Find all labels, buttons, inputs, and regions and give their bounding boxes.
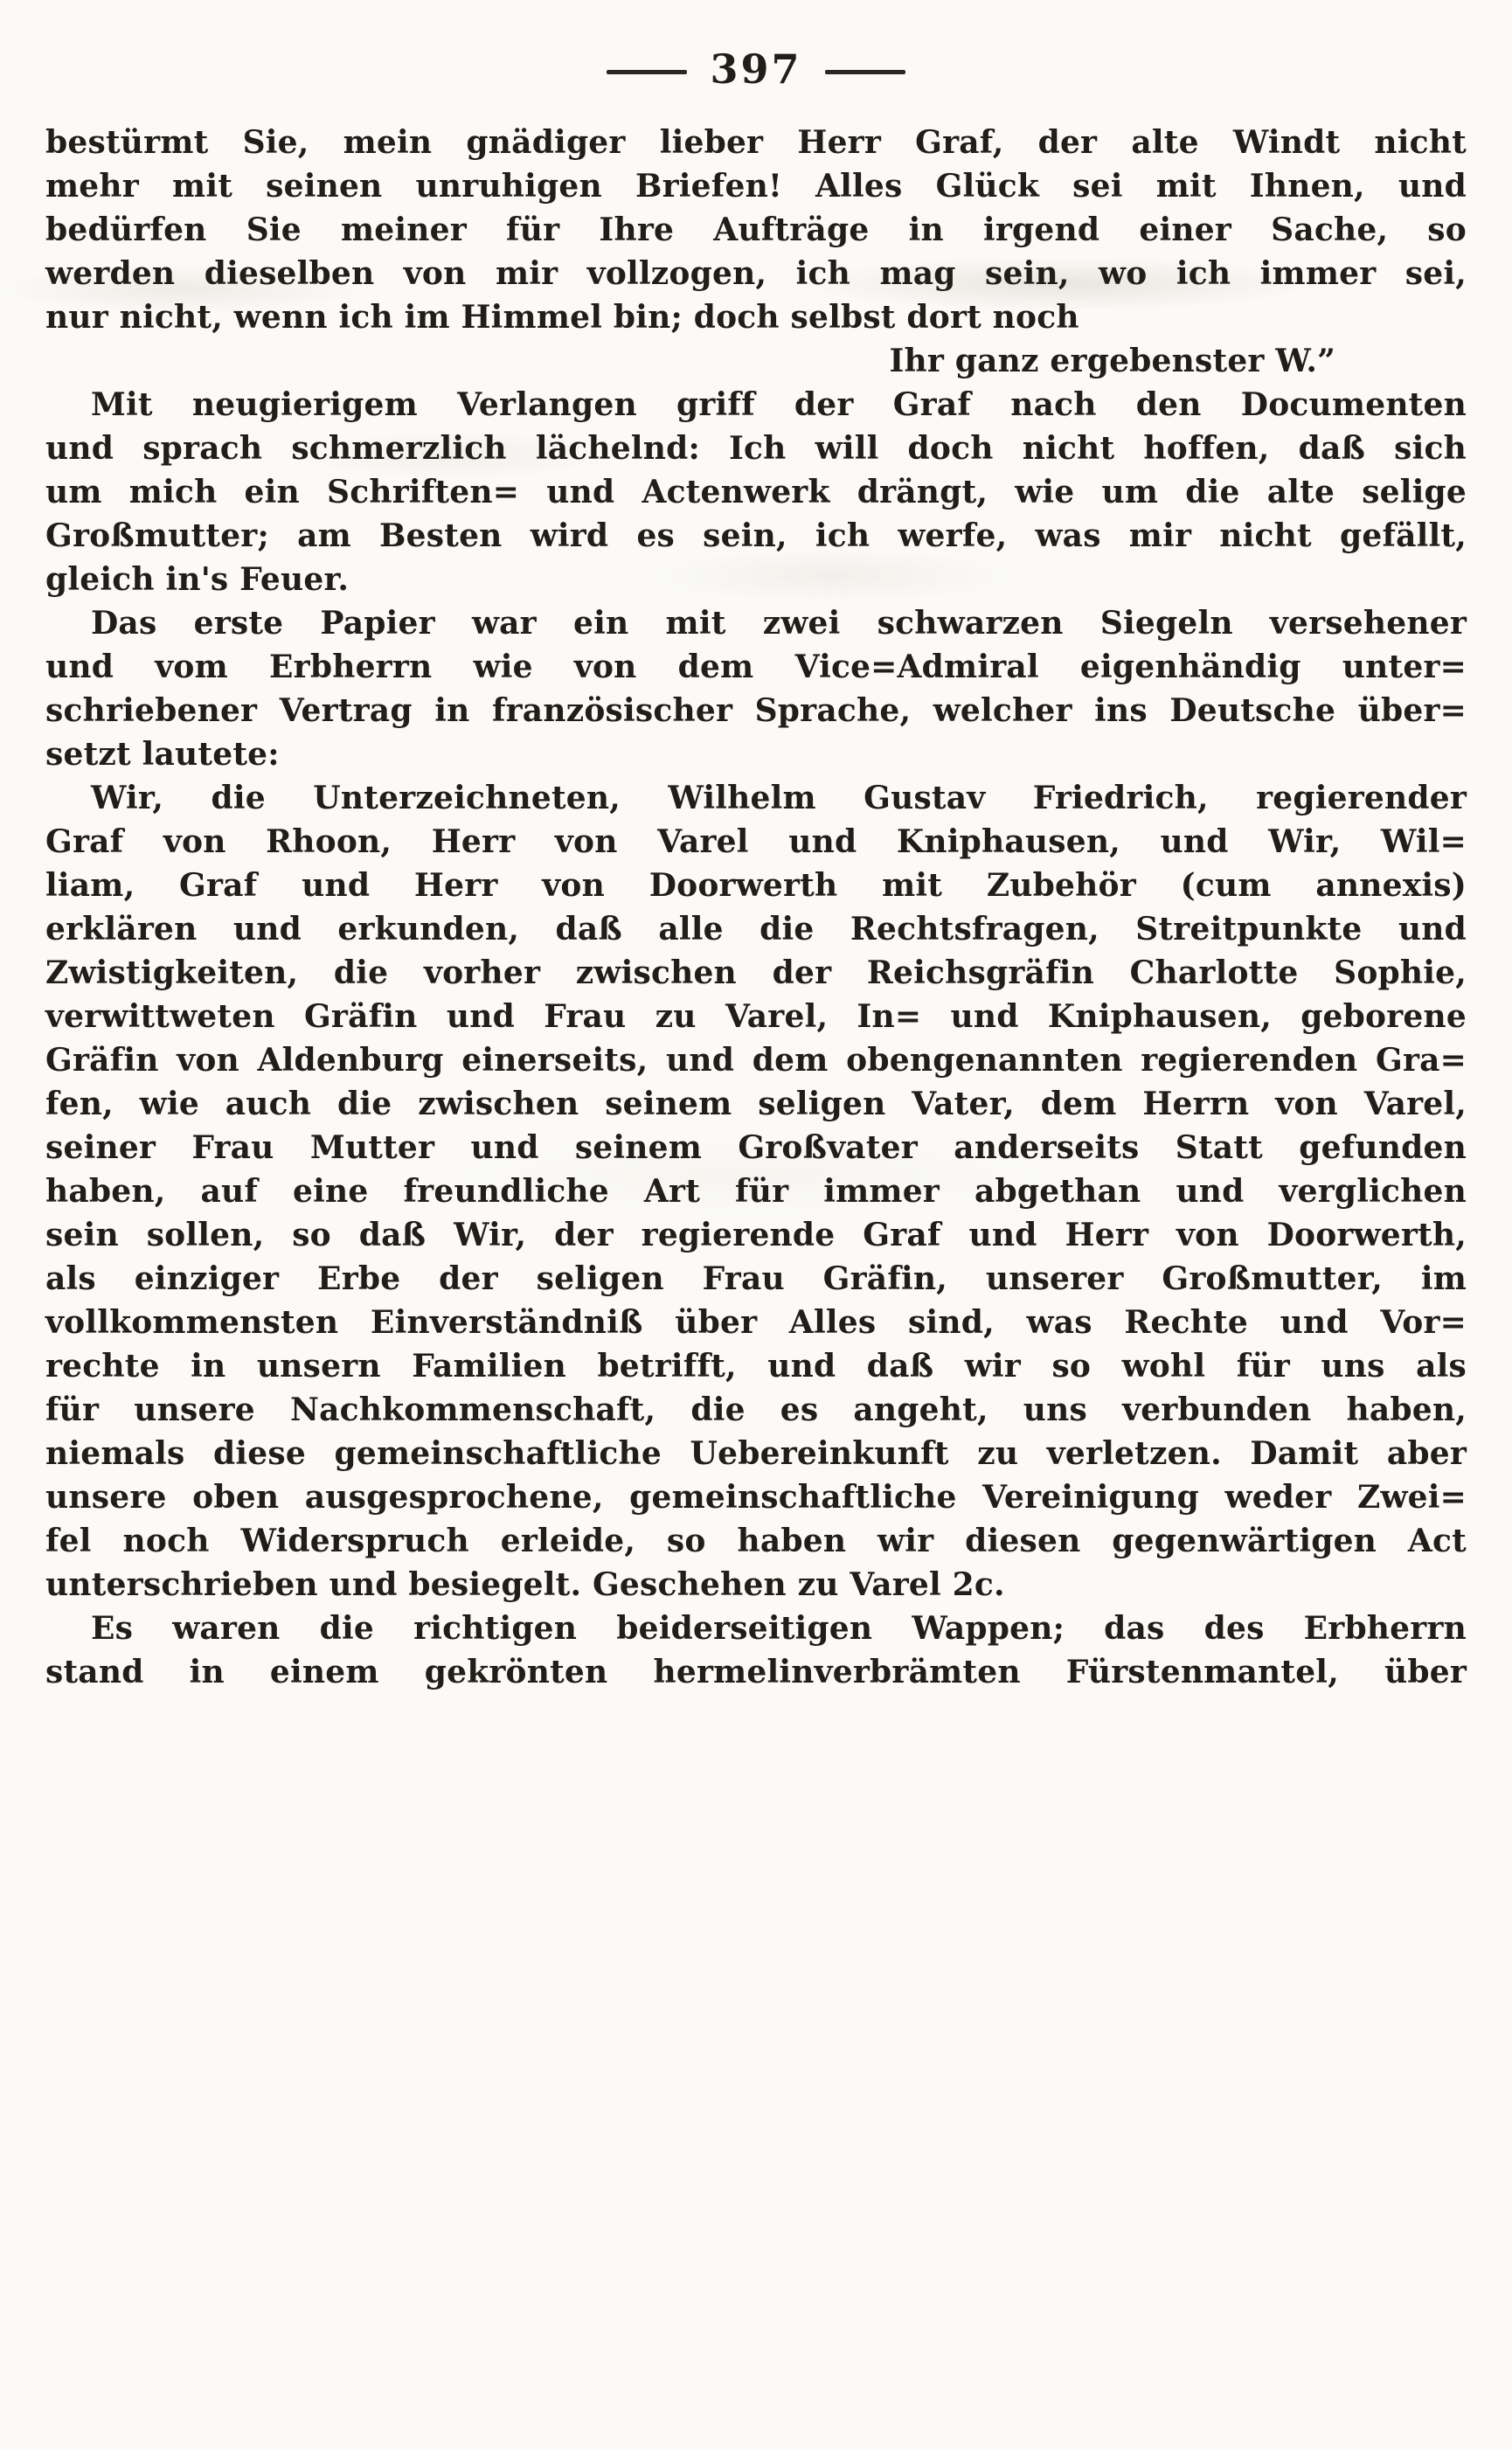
text-line: mehr mit seinen unruhigen Briefen! Alles Glück sei mit Ihnen, und <box>45 168 1467 205</box>
text-line: bestürmt Sie, mein gnädiger lieber Herr Graf, der alte Windt nicht <box>45 124 1467 161</box>
text-line: Es waren die richtigen beiderseitigen Wappen; das des Erbherrn <box>91 1610 1467 1647</box>
text-line: Ihr ganz ergebenster W.” <box>889 343 1335 379</box>
text-line: stand in einem gekrönten hermelinverbrämten Fürstenmantel, über <box>45 1654 1467 1690</box>
text-line: unsere oben ausgesprochene, gemeinschaftliche Vereinigung weder Zwei= <box>45 1479 1467 1516</box>
header-rule-right <box>825 70 905 74</box>
text-line: nur nicht, wenn ich im Himmel bin; doch selbst dort noch <box>45 299 1079 336</box>
text-line: fen, wie auch die zwischen seinem seligen Vater, dem Herrn von Varel, <box>45 1086 1467 1122</box>
text-line: haben, auf eine freundliche Art für immer abgethan und verglichen <box>45 1173 1467 1210</box>
text-block <box>45 121 1467 1694</box>
header-rule-left <box>607 70 687 74</box>
text-line: rechte in unsern Familien betrifft, und daß wir so wohl für uns als <box>45 1348 1467 1385</box>
text-line: und sprach schmerzlich lächelnd: Ich will doch nicht hoffen, daß sich <box>45 430 1467 467</box>
text-line: vollkommensten Einverständniß über Alles sind, was Rechte und Vor= <box>45 1304 1467 1341</box>
text-line: und vom Erbherrn wie von dem Vice=Admiral eigenhändig unter= <box>45 649 1467 685</box>
text-line: fel noch Widerspruch erleide, so haben wir diesen gegenwärtigen Act <box>45 1523 1467 1559</box>
text-line: um mich ein Schriften= und Actenwerk drängt, wie um die alte selige <box>45 474 1467 510</box>
text-line: niemals diese gemeinschaftliche Uebereinkunft zu verletzen. Damit aber <box>45 1435 1467 1472</box>
text-line: setzt lautete: <box>45 736 280 773</box>
text-line: Gräfin von Aldenburg einerseits, und dem obengenannten regierenden Gra= <box>45 1042 1467 1079</box>
text-line: Graf von Rhoon, Herr von Varel und Kniphausen, und Wir, Wil= <box>45 823 1467 860</box>
text-line: bedürfen Sie meiner für Ihre Aufträge in irgend einer Sache, so <box>45 212 1467 248</box>
text-line: Mit neugierigem Verlangen griff der Graf nach den Documenten <box>91 386 1467 423</box>
text-line: seiner Frau Mutter und seinem Großvater anderseits Statt gefunden <box>45 1129 1467 1166</box>
text-line: schriebener Vertrag in französischer Sprache, welcher ins Deutsche über= <box>45 692 1467 729</box>
text-line: für unsere Nachkommenschaft, die es angeht, uns verbunden haben, <box>45 1392 1467 1428</box>
text-line: unterschrieben und besiegelt. Geschehen zu Varel 2c. <box>45 1566 1005 1603</box>
text-line: werden dieselben von mir vollzogen, ich mag sein, wo ich immer sei, <box>45 255 1467 292</box>
text-line: Das erste Papier war ein mit zwei schwarzen Siegeln versehener <box>91 605 1467 642</box>
text-line: Großmutter; am Besten wird es sein, ich werfe, was mir nicht gefällt, <box>45 517 1467 554</box>
text-line: Wir, die Unterzeichneten, Wilhelm Gustav Friedrich, regierender <box>91 780 1467 816</box>
text-line: als einziger Erbe der seligen Frau Gräfin, unserer Großmutter, im <box>45 1260 1467 1297</box>
text-line: verwittweten Gräfin und Frau zu Varel, In= und Kniphausen, geborene <box>45 998 1467 1035</box>
page-number: 397 <box>710 45 802 93</box>
text-line: gleich in's Feuer. <box>45 561 350 598</box>
page-header <box>0 0 1512 93</box>
text-line: erklären und erkunden, daß alle die Rechtsfragen, Streitpunkte und <box>45 911 1467 947</box>
text-line: sein sollen, so daß Wir, der regierende Graf und Herr von Doorwerth, <box>45 1217 1467 1253</box>
text-line: Zwistigkeiten, die vorher zwischen der Reichsgräfin Charlotte Sophie, <box>45 954 1467 991</box>
text-line: liam, Graf und Herr von Doorwerth mit Zubehör (cum annexis) <box>45 867 1467 904</box>
